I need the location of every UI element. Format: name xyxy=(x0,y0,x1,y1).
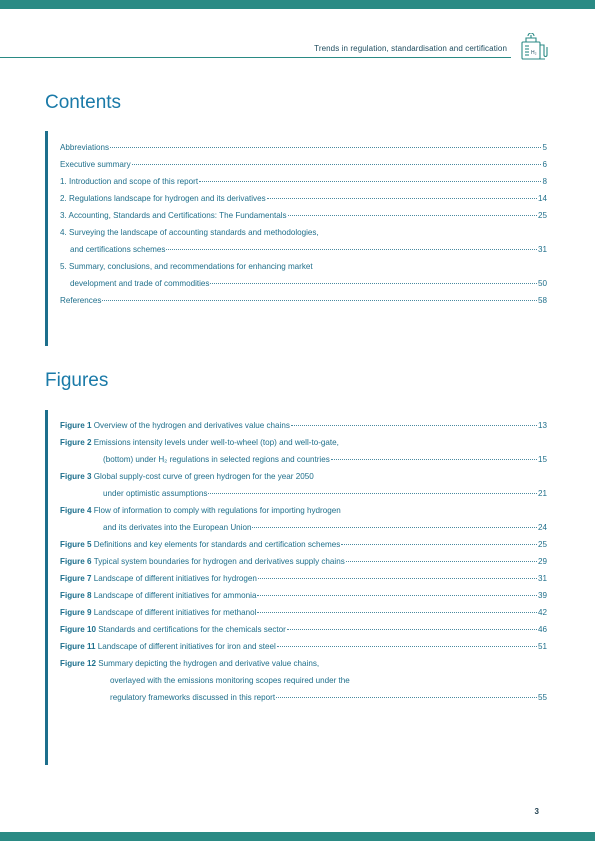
svg-text:H₂: H₂ xyxy=(531,50,537,56)
contents-entry[interactable] xyxy=(60,190,547,207)
figure-entry[interactable] xyxy=(60,638,547,655)
contents-entry-text: 5. Summary, conclusions, and recommendations for enhancing market xyxy=(60,262,313,271)
figure-label: Figure 3 xyxy=(60,472,92,481)
figure-entry-line xyxy=(60,451,547,468)
figures-list-block xyxy=(45,410,547,765)
figure-caption-text: Flow of information to comply with regulations for importing hydrogen xyxy=(93,506,341,515)
figure-caption-text: regulatory frameworks discussed in this report xyxy=(110,693,276,702)
figure-entry-line xyxy=(60,655,547,672)
figure-label: Figure 9 xyxy=(60,608,92,617)
figure-caption-text: Definitions and key elements for standards and certification schemes xyxy=(93,540,341,549)
figure-caption-text: under optimistic assumptions xyxy=(103,489,208,498)
figure-caption-text: overlayed with the emissions monitoring scopes required under the xyxy=(110,676,350,685)
running-header: Trends in regulation, standardisation and certification xyxy=(314,44,507,53)
contents-entry-page: 50 xyxy=(537,279,547,288)
dot-leader xyxy=(110,147,541,148)
figure-entry-page: 55 xyxy=(537,693,547,702)
contents-entry-line xyxy=(60,241,547,258)
figure-caption-text: Landscape of different initiatives for hydrogen xyxy=(93,574,257,583)
contents-entry-text: 2. Regulations landscape for hydrogen and its derivatives xyxy=(60,194,266,203)
contents-entry-line xyxy=(60,190,547,207)
contents-entry-text: Executive summary xyxy=(60,160,131,169)
figure-entry-line xyxy=(60,689,547,706)
dot-leader xyxy=(288,215,537,216)
figure-entry[interactable] xyxy=(60,502,547,536)
contents-entry-line xyxy=(60,258,547,275)
dot-leader xyxy=(287,629,537,630)
figure-caption-text: Typical system boundaries for hydrogen and derivatives supply chains xyxy=(93,557,345,566)
figure-caption-text: Summary depicting the hydrogen and derivative value chains, xyxy=(98,659,320,668)
contents-entry-text: 1. Introduction and scope of this report xyxy=(60,177,199,186)
figure-caption-text: (bottom) under H₂ regulations in selected regions and countries xyxy=(103,455,330,464)
figure-label: Figure 11 xyxy=(60,642,96,651)
contents-entry-text: Abbreviations xyxy=(60,143,110,152)
page-number: 3 xyxy=(534,807,539,816)
contents-entry-line xyxy=(60,156,547,173)
figure-label: Figure 6 xyxy=(60,557,92,566)
figure-entry-line xyxy=(60,638,547,655)
figure-entry-page: 46 xyxy=(537,625,547,634)
figure-label: Figure 4 xyxy=(60,506,92,515)
figure-caption-text: Global supply-cost curve of green hydrogen for the year 2050 xyxy=(93,472,314,481)
figures-list xyxy=(48,417,547,706)
contents-entry[interactable] xyxy=(60,156,547,173)
contents-entry-text: and certifications schemes xyxy=(70,245,166,254)
figure-entry-line xyxy=(60,519,547,536)
header-rule xyxy=(0,57,511,58)
figure-entry-line xyxy=(60,468,547,485)
figure-entry-page: 21 xyxy=(537,489,547,498)
figure-label: Figure 2 xyxy=(60,438,92,447)
dot-leader xyxy=(257,612,537,613)
contents-entry-text: development and trade of commodities xyxy=(70,279,210,288)
dot-leader xyxy=(132,164,542,165)
contents-list-block xyxy=(45,131,547,346)
figure-entry-page: 39 xyxy=(537,591,547,600)
dot-leader xyxy=(208,493,537,494)
figure-entry[interactable] xyxy=(60,570,547,587)
hydrogen-station-icon xyxy=(518,33,550,63)
dot-leader xyxy=(199,181,541,182)
figure-entry[interactable] xyxy=(60,434,547,468)
dot-leader xyxy=(210,283,537,284)
dot-leader xyxy=(258,578,537,579)
figure-caption-text: Emissions intensity levels under well-to-wheel (top) and well-to-gate, xyxy=(93,438,339,447)
contents-entry-line xyxy=(60,207,547,224)
dot-leader xyxy=(276,697,537,698)
dot-leader xyxy=(257,595,537,596)
figure-entry-line xyxy=(60,434,547,451)
figure-caption-text: Standards and certifications for the chemicals sector xyxy=(98,625,286,634)
dot-leader xyxy=(331,459,537,460)
figure-entry[interactable] xyxy=(60,655,547,706)
figure-entry-page: 42 xyxy=(537,608,547,617)
contents-entry-line xyxy=(60,173,547,190)
contents-entry-text: References xyxy=(60,296,102,305)
figure-label: Figure 5 xyxy=(60,540,92,549)
dot-leader xyxy=(166,249,537,250)
figure-entry-line xyxy=(60,502,547,519)
figure-caption-text: Landscape of different initiatives for iron and steel xyxy=(97,642,276,651)
contents-entry[interactable] xyxy=(60,173,547,190)
top-color-bar xyxy=(0,0,595,9)
dot-leader xyxy=(277,646,537,647)
figure-caption-text: and its derivates into the European Union xyxy=(103,523,252,532)
figure-label: Figure 7 xyxy=(60,574,92,583)
contents-entry-page: 6 xyxy=(542,160,547,169)
dot-leader xyxy=(102,300,537,301)
figure-entry-line xyxy=(60,621,547,638)
contents-entry-text: 3. Accounting, Standards and Certifications: The Fundamentals xyxy=(60,211,287,220)
figure-caption-text: Overview of the hydrogen and derivatives value chains xyxy=(93,421,290,430)
contents-entry-text: 4. Surveying the landscape of accounting standards and methodologies, xyxy=(60,228,319,237)
figure-entry-line xyxy=(60,587,547,604)
figure-label: Figure 12 xyxy=(60,659,96,668)
contents-entry-page: 25 xyxy=(537,211,547,220)
figure-entry[interactable] xyxy=(60,553,547,570)
figure-label: Figure 1 xyxy=(60,421,92,430)
figure-entry-page: 24 xyxy=(537,523,547,532)
figure-entry-line xyxy=(60,553,547,570)
figure-caption-text: Landscape of different initiatives for ammonia xyxy=(93,591,257,600)
dot-leader xyxy=(291,425,537,426)
contents-entry[interactable] xyxy=(60,292,547,309)
figure-entry[interactable] xyxy=(60,587,547,604)
figure-entry[interactable] xyxy=(60,621,547,638)
figure-label: Figure 10 xyxy=(60,625,96,634)
figure-entry-page: 51 xyxy=(537,642,547,651)
dot-leader xyxy=(346,561,537,562)
figure-entry-line xyxy=(60,604,547,621)
figure-entry-line xyxy=(60,417,547,434)
dot-leader xyxy=(341,544,537,545)
figure-entry-page: 15 xyxy=(537,455,547,464)
figure-entry-line xyxy=(60,672,547,689)
figure-entry-line xyxy=(60,570,547,587)
contents-entry-page: 8 xyxy=(542,177,547,186)
contents-entry[interactable] xyxy=(60,139,547,156)
contents-entry-line xyxy=(60,224,547,241)
figure-label: Figure 8 xyxy=(60,591,92,600)
figure-entry[interactable] xyxy=(60,468,547,502)
figure-entry-page: 25 xyxy=(537,540,547,549)
contents-entry[interactable] xyxy=(60,224,547,258)
figure-entry-line xyxy=(60,536,547,553)
contents-entry[interactable] xyxy=(60,207,547,224)
bottom-color-bar xyxy=(0,832,595,841)
figures-title: Figures xyxy=(45,370,109,391)
figure-entry-page: 31 xyxy=(537,574,547,583)
figure-caption-text: Landscape of different initiatives for methanol xyxy=(93,608,257,617)
figure-entry-page: 13 xyxy=(537,421,547,430)
dot-leader xyxy=(252,527,537,528)
figure-entry-line xyxy=(60,485,547,502)
contents-entry-page: 31 xyxy=(537,245,547,254)
contents-entry-page: 58 xyxy=(537,296,547,305)
figure-entry[interactable] xyxy=(60,604,547,621)
dot-leader xyxy=(267,198,537,199)
contents-entry-page: 14 xyxy=(537,194,547,203)
contents-entry-line xyxy=(60,292,547,309)
contents-title: Contents xyxy=(45,92,122,113)
contents-list xyxy=(48,139,547,309)
contents-entry-line xyxy=(60,139,547,156)
figure-entry[interactable] xyxy=(60,536,547,553)
contents-entry-line xyxy=(60,275,547,292)
contents-entry-page: 5 xyxy=(542,143,547,152)
figure-entry[interactable] xyxy=(60,417,547,434)
figure-entry-page: 29 xyxy=(537,557,547,566)
contents-entry[interactable] xyxy=(60,258,547,292)
